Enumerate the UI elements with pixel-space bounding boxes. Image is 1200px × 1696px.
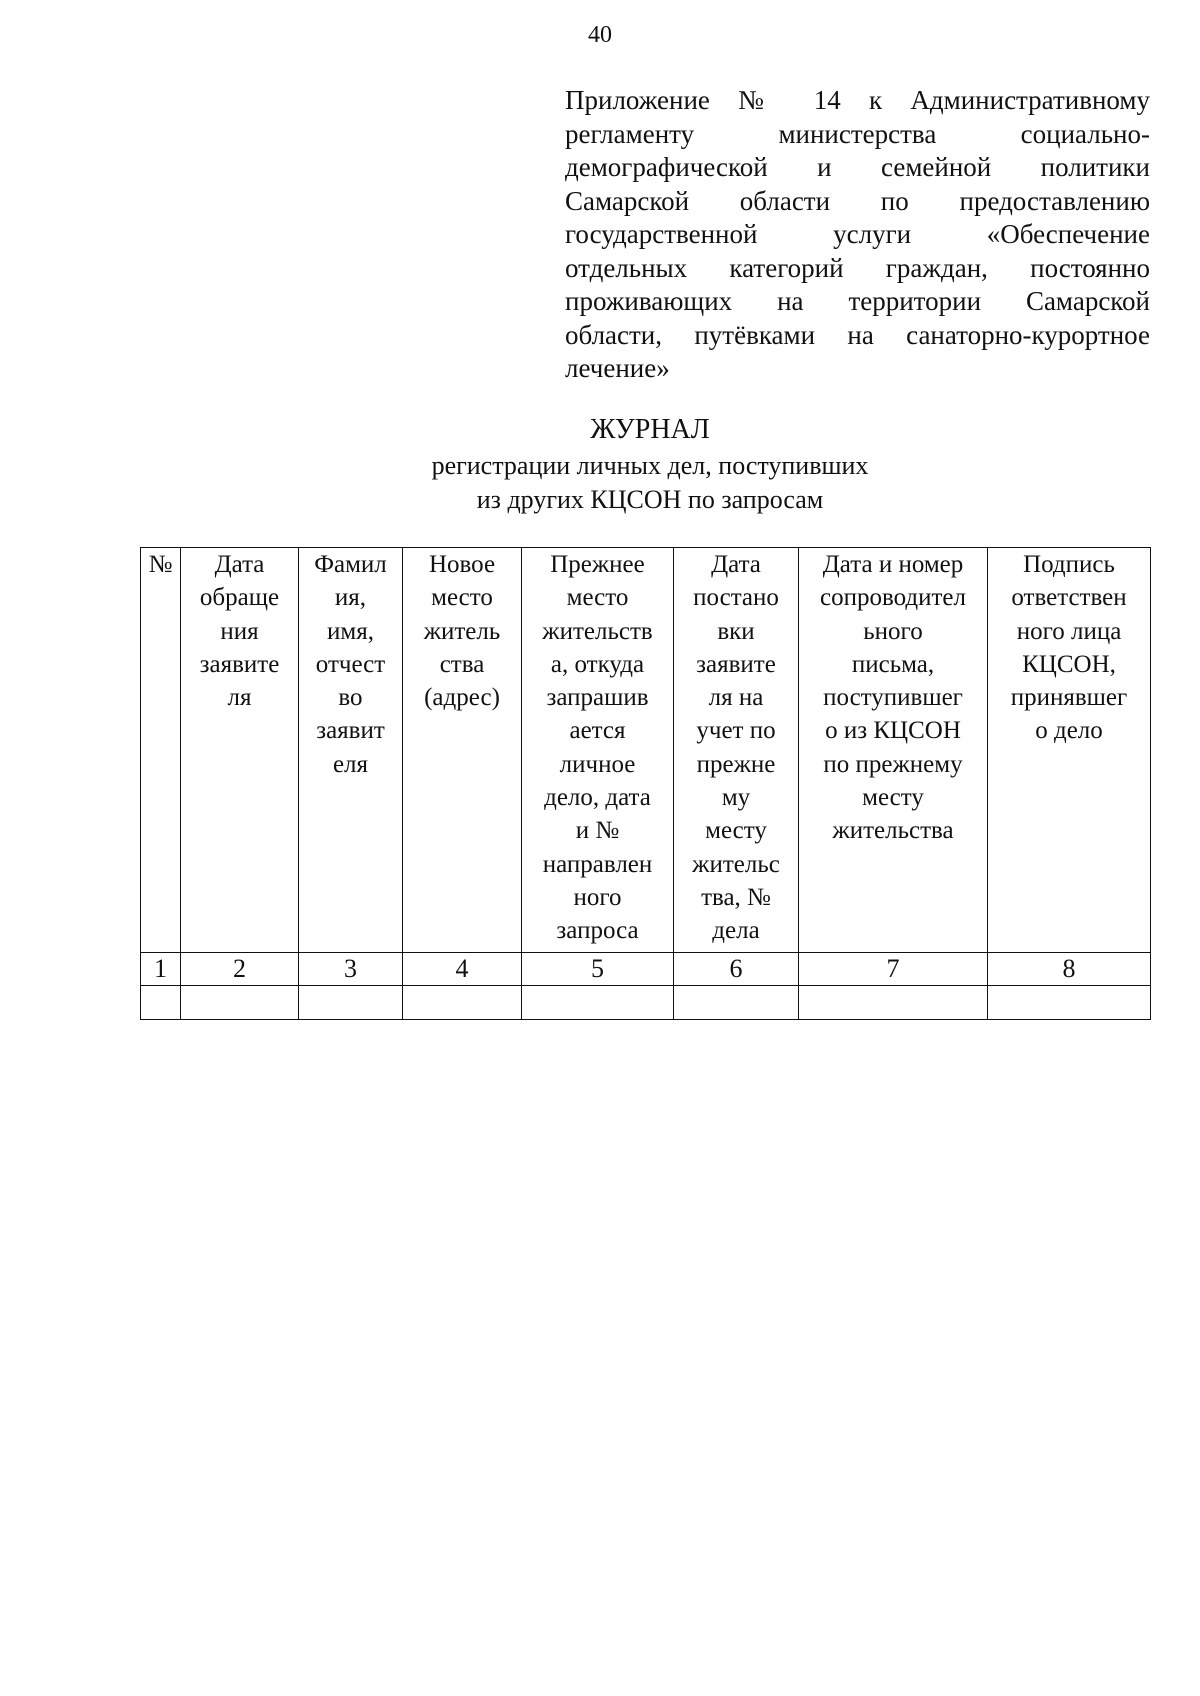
header-line: заявите (199, 650, 280, 678)
header-line: о из КЦСОН (825, 717, 961, 745)
header-line: Новое (428, 551, 496, 578)
header-line: ного (573, 883, 622, 911)
appendix-line: Приложение № 14 к Административному (565, 85, 1150, 115)
header-line: о дело (1035, 717, 1103, 745)
header-line: заявите (696, 650, 776, 678)
journal-subtitle-line: из других КЦСОН по запросам (476, 485, 824, 514)
empty-cell[interactable] (988, 986, 1151, 1020)
empty-cell[interactable] (799, 986, 988, 1020)
header-line: Дата и номер (822, 551, 964, 578)
header-line: место (431, 584, 493, 612)
header-line: ия, (334, 584, 367, 612)
empty-cell[interactable] (141, 986, 181, 1020)
header-cell-registration-date (674, 548, 799, 953)
header-line: и № (575, 817, 620, 845)
column-number: 1 (141, 953, 181, 986)
header-line: во (338, 684, 363, 712)
appendix-note (565, 84, 1150, 386)
header-cell-number (141, 548, 181, 953)
header-line: Дата (214, 551, 265, 578)
header-line: (адрес) (424, 684, 500, 712)
header-line: запроса (556, 917, 639, 945)
empty-table-row (141, 986, 1151, 1020)
journal-title: ЖУРНАЛ (590, 414, 710, 445)
header-line: ля на (708, 684, 764, 712)
column-number-row (141, 953, 1151, 986)
header-line: жительс (692, 850, 780, 878)
header-line: учет по (696, 717, 776, 745)
header-line: ьного (863, 617, 923, 645)
table-header-row (141, 548, 1151, 953)
header-line: еля (332, 750, 369, 778)
appendix-line: области, путёвками на санаторно-курортное (565, 319, 1150, 350)
header-line: запрашив (546, 684, 649, 712)
journal-table (140, 547, 1151, 1020)
header-line: тва, № (701, 883, 771, 911)
header-line: Прежнее (550, 551, 645, 578)
column-number: 2 (181, 953, 299, 986)
column-number: 3 (299, 953, 403, 986)
appendix-line: проживающих на территории Самарской (565, 286, 1150, 316)
header-line: жительства (832, 817, 954, 845)
header-line: постано (693, 584, 779, 612)
header-line: отчест (315, 650, 386, 678)
header-cell-application-date (181, 548, 299, 953)
empty-cell[interactable] (522, 986, 674, 1020)
appendix-line: отдельных категорий граждан, постоянно (565, 252, 1150, 283)
header-line: жительств (542, 617, 653, 645)
header-line: письма, (851, 650, 935, 678)
header-line: Фамил (314, 551, 387, 578)
header-line: имя, (327, 617, 374, 645)
appendix-line: лечение» (565, 353, 670, 383)
header-cell-cover-letter (799, 548, 988, 953)
header-line: а, откуда (550, 650, 645, 678)
column-number: 8 (988, 953, 1151, 986)
empty-cell[interactable] (299, 986, 403, 1020)
header-line: прежне (696, 750, 776, 778)
header-line: ответствен (1011, 584, 1127, 612)
column-number: 7 (799, 953, 988, 986)
header-cell-full-name (299, 548, 403, 953)
header-line: ства (439, 650, 485, 678)
empty-cell[interactable] (403, 986, 522, 1020)
header-cell-signature (988, 548, 1151, 953)
header-line: му (721, 784, 751, 812)
header-line: месту (862, 784, 924, 812)
header-line: обраще (199, 584, 280, 612)
column-number: 5 (522, 953, 674, 986)
header-line: житель (423, 617, 501, 645)
appendix-line: государственной услуги «Обеспечение (565, 219, 1150, 249)
header-line: ается (569, 717, 626, 745)
appendix-line: демографической и семейной политики (565, 152, 1150, 182)
header-line: личное (559, 750, 636, 778)
header-line: сопроводител (820, 584, 966, 612)
journal-subtitle-line: регистрации личных дел, поступивших (431, 451, 869, 480)
column-number: 4 (403, 953, 522, 986)
header-line: Дата (711, 551, 761, 578)
header-line: по прежнему (823, 750, 963, 778)
appendix-line: регламенту министерства социально- (565, 118, 1150, 149)
header-line: направлен (542, 850, 653, 878)
journal-subtitle (250, 449, 1050, 517)
header-line: заявит (316, 717, 385, 745)
header-line: КЦСОН, (1022, 650, 1116, 678)
header-cell-previous-residence (522, 548, 674, 953)
header-line: дело, дата (544, 784, 651, 812)
header-line: № (148, 551, 173, 578)
header-line: ля (227, 684, 252, 712)
header-line: ного лица (1016, 617, 1122, 645)
appendix-line: Самарской области по предоставлению (565, 185, 1150, 216)
empty-cell[interactable] (674, 986, 799, 1020)
header-line: принявшег (1010, 684, 1128, 712)
header-line: ния (220, 617, 259, 645)
column-number: 6 (674, 953, 799, 986)
header-line: место (566, 584, 629, 612)
empty-cell[interactable] (181, 986, 299, 1020)
header-line: дела (712, 917, 760, 945)
header-line: поступившег (823, 684, 963, 712)
header-cell-new-address (403, 548, 522, 953)
header-line: Подпись (1023, 551, 1115, 578)
header-line: месту (705, 817, 767, 845)
page-number: 40 (588, 22, 612, 48)
header-line: вки (717, 617, 755, 645)
